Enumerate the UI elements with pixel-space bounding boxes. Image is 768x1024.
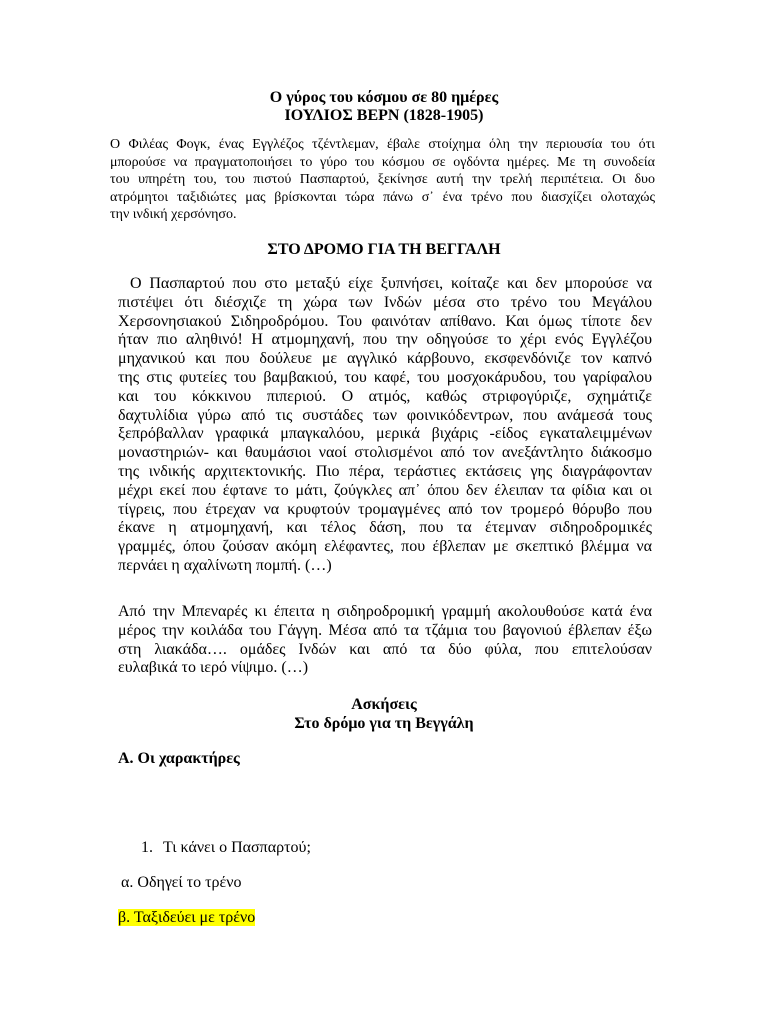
- paragraph-line: στη λιακάδα…. ομάδες Ινδών και από τα δύο φύλα, που επιτελούσαν: [118, 640, 652, 658]
- paragraph-line: Από την Μπεναρές κι έπειτα η σιδηροδρομική γραμμή ακολουθούσε κατά ένα: [118, 603, 652, 620]
- exercises-title: Ασκήσεις: [351, 696, 417, 713]
- paragraph-line: Ο Πασπαρτού που στο μεταξύ είχε ξυπνήσει, κοίταζε και δεν μπορούσε να: [130, 275, 652, 292]
- paragraph-line: μέρος την κοιλάδα του Γάγγη. Μέσα από τα τζάμια του βαγονιού έβλεπαν έξω: [118, 621, 652, 639]
- paragraph-line: έκανε η ατμομηχανή, και τέλος δάση, που τα έτεμναν σιδηροδρομικές: [118, 519, 652, 537]
- paragraph-line: μοναστηριών- και θαυμάσιοι ναοί στολισμένοι από τον ανεξάντλητο διάκοσμο: [118, 444, 652, 462]
- paragraph-line: Χερσονησιακού Σιδηροδρόμου. Του φαινόταν απίθανο. Και όμως τίποτε δεν: [118, 312, 652, 330]
- paragraph-line: τίγρεις, που έτρεχαν να κρυφτούν τρομαγμένες από τον τρομερό θόρυβο που: [118, 500, 652, 518]
- intro-paragraph: [110, 136, 655, 224]
- intro-line: ατρόμητοι ταξιδιώτες μας βρίσκονται τώρα πάνω σ᾽ ένα τρένο που διασχίζει ολοταχώς: [110, 189, 655, 205]
- paragraph-line: πιστέψει ότι διέσχιζε τη χώρα των Ινδών μέσα στο τρένο του Μεγάλου: [118, 293, 652, 311]
- intro-line: του υπηρέτη του, του πιστού Πασπαρτού, ξεκίνησε αυτή την τρελή περιπέτεια. Οι δυο: [110, 172, 655, 187]
- option-a: α. Οδηγεί το τρένο: [121, 874, 242, 891]
- document-author: ΙΟΥΛΙΟΣ ΒΕΡΝ (1828-1905): [284, 107, 484, 124]
- paragraph-2: [118, 603, 652, 678]
- paragraph-line: μέχρι εκεί που έφτανε το μάτι, ζούγκλες απ᾽ όπου δεν έλειπαν τα φίδια και οι: [118, 481, 652, 499]
- paragraph-line: ξεπρόβαλλαν γραφικά μπαγκαλόου, μερικά βιχάρις -είδος εγκαταλειμμένων: [118, 425, 652, 443]
- paragraph-line: γραμμές, όπου ζούσαν ακόμη ελέφαντες, που έβλεπαν με σκεπτικό βλέμμα να: [118, 538, 652, 556]
- paragraph-line: δαχτυλίδια γύρω από τις συστάδες των φοινικόδεντρων, που ανάμεσά τους: [118, 406, 652, 424]
- intro-line: την ινδική χερσόνησο.: [110, 207, 237, 222]
- intro-line: Ο Φιλέας Φογκ, ένας Εγγλέζος τζέντλεμαν, έβαλε στοίχημα όλη την περιουσία του ότι: [110, 137, 655, 152]
- paragraph-line: μηχανικού και που δούλευε με αγγλικό κάρβουνο, εκσφενδόνιζε τον καπνό: [118, 350, 652, 368]
- paragraph-line: ευλαβικά το ιερό νίψιμο. (…): [118, 659, 309, 677]
- exercises-heading: [0, 695, 768, 733]
- question-number: 1.: [141, 839, 153, 856]
- section-heading: ΣΤΟ ΔΡΟΜΟ ΓΙΑ ΤΗ ΒΕΓΓΑΛΗ: [267, 241, 501, 258]
- question-text: Τι κάνει ο Πασπαρτού;: [163, 839, 311, 856]
- document-title: Ο γύρος του κόσμου σε 80 ημέρες: [269, 89, 499, 106]
- paragraph-line: περνάει η αχαλίνωτη πομπή. (…): [118, 556, 332, 574]
- paragraph-line: και του κόκκινου πιπεριού. Ο ατμός, καθώς στριφογύριζε, σχημάτιζε: [118, 387, 652, 405]
- section-a-heading: Α. Οι χαρακτήρες: [118, 750, 240, 767]
- option-b: [118, 909, 255, 927]
- paragraph-line: ήταν πιο αληθινό! Η ατμομηχανή, που την οδηγούσε το χέρι ενός Εγγλέζου: [118, 331, 652, 349]
- intro-line: μπορούσε να πραγματοποιήσει το γύρο του κόσμου σε ογδόντα ημέρες. Με τη συνοδεία: [110, 154, 655, 170]
- question-1: [141, 839, 311, 857]
- option-b-highlighted-text: β. Ταξιδεύει με τρένο: [118, 909, 256, 926]
- exercises-subtitle: Στο δρόμο για τη Βεγγάλη: [294, 715, 474, 732]
- paragraph-line: της στις φυτείες του βαμβακιού, του καφέ, του μοσχοκάρυδου, του γαρίφαλου: [118, 368, 652, 386]
- paragraph-1: [118, 275, 652, 576]
- paragraph-line: της ινδικής αρχιτεκτονικής. Πιο πέρα, τεράστιες εκτάσεις γης διαγράφονταν: [118, 462, 652, 480]
- document-title-block: [0, 89, 768, 125]
